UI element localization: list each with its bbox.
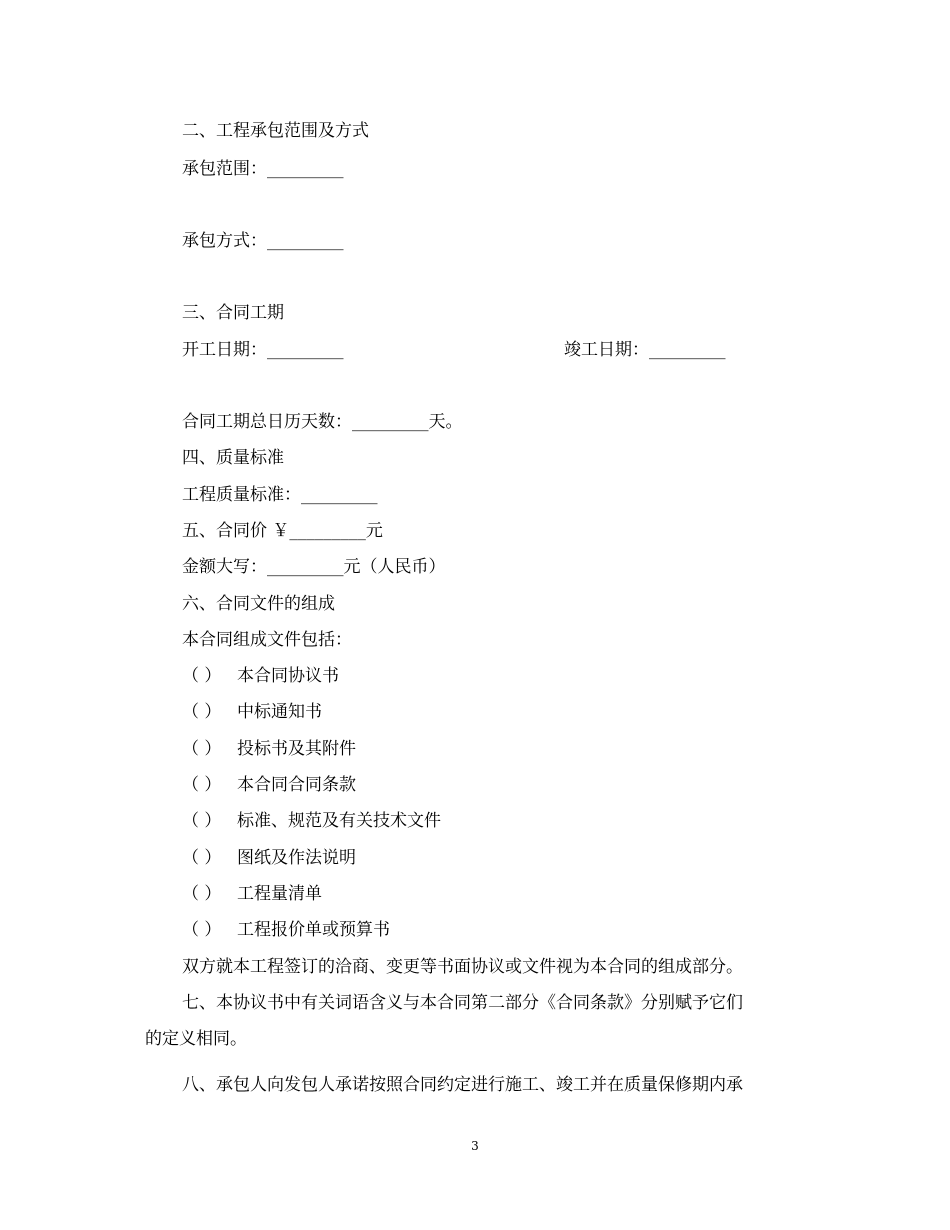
amount-words-row [182,555,446,579]
page-number: 3 [471,1139,479,1153]
method-row [182,229,344,253]
list-item-label: 标准、规范及有关技术文件 [237,811,441,831]
section7-line2: 的定义相同。 [145,1029,247,1049]
checkbox-paren: （ ） [182,702,222,722]
checkbox-paren: （ ） [182,848,222,868]
end-date-row [564,338,726,362]
checkbox-paren: （ ） [182,811,222,831]
scope-value: _________ [267,159,344,179]
section5-heading: 五、合同价 ￥ [182,521,290,541]
end-date-label: 竣工日期： [564,340,649,360]
method-label: 承包方式： [182,231,267,251]
start-date-value: _________ [267,340,344,360]
list-item-label: 中标通知书 [237,702,322,722]
scope-row [182,157,344,181]
start-date-label: 开工日期： [182,340,267,360]
section3-heading: 三、合同工期 [182,303,284,323]
end-date-value: _________ [649,340,726,360]
section4-heading: 四、质量标准 [182,448,284,468]
list-item [182,773,356,797]
list-item-label: 本合同协议书 [237,666,339,686]
list-item [182,700,322,724]
amount-words-label: 金额大写： [182,557,267,577]
section2-heading: 二、工程承包范围及方式 [182,121,369,141]
section6-intro: 本合同组成文件包括： [182,630,352,650]
section6-heading: 六、合同文件的组成 [182,594,335,614]
list-item [182,882,322,906]
list-item [182,846,356,870]
amount-words-value: _________ [267,557,344,577]
list-item-label: 投标书及其附件 [237,739,356,759]
list-item [182,918,390,942]
section8-line1: 八、承包人向发包人承诺按照合同约定进行施工、竣工并在质量保修期内承 [182,1075,743,1095]
list-item-label: 图纸及作法说明 [237,848,356,868]
list-item-label: 本合同合同条款 [237,775,356,795]
checkbox-paren: （ ） [182,775,222,795]
section6-closing: 双方就本工程签订的洽商、变更等书面协议或文件视为本合同的组成部分。 [182,957,743,977]
checkbox-paren: （ ） [182,920,222,940]
amount-words-unit: 元（人民币） [343,557,446,577]
start-date-row [182,338,344,362]
total-days-label: 合同工期总日历天数： [182,412,352,432]
scope-label: 承包范围： [182,159,267,179]
checkbox-paren: （ ） [182,884,222,904]
total-days-value: _________ [352,412,429,432]
total-days-row [182,410,463,434]
quality-standard-value: _________ [301,485,378,505]
total-days-unit: 天。 [428,412,463,432]
checkbox-paren: （ ） [182,666,222,686]
list-item [182,664,339,688]
list-item-label: 工程量清单 [237,884,322,904]
quality-standard-row [182,483,378,507]
quality-standard-label: 工程质量标准： [182,485,301,505]
list-item-label: 工程报价单或预算书 [237,920,390,940]
method-value: _________ [267,231,344,251]
section7-line1: 七、本协议书中有关词语含义与本合同第二部分《合同条款》分别赋予它们 [182,993,743,1013]
contract-price-row [182,519,383,543]
contract-price-unit: 元 [365,521,383,541]
list-item [182,737,356,761]
checkbox-paren: （ ） [182,739,222,759]
list-item [182,809,441,833]
contract-price-value: _________ [289,521,366,541]
